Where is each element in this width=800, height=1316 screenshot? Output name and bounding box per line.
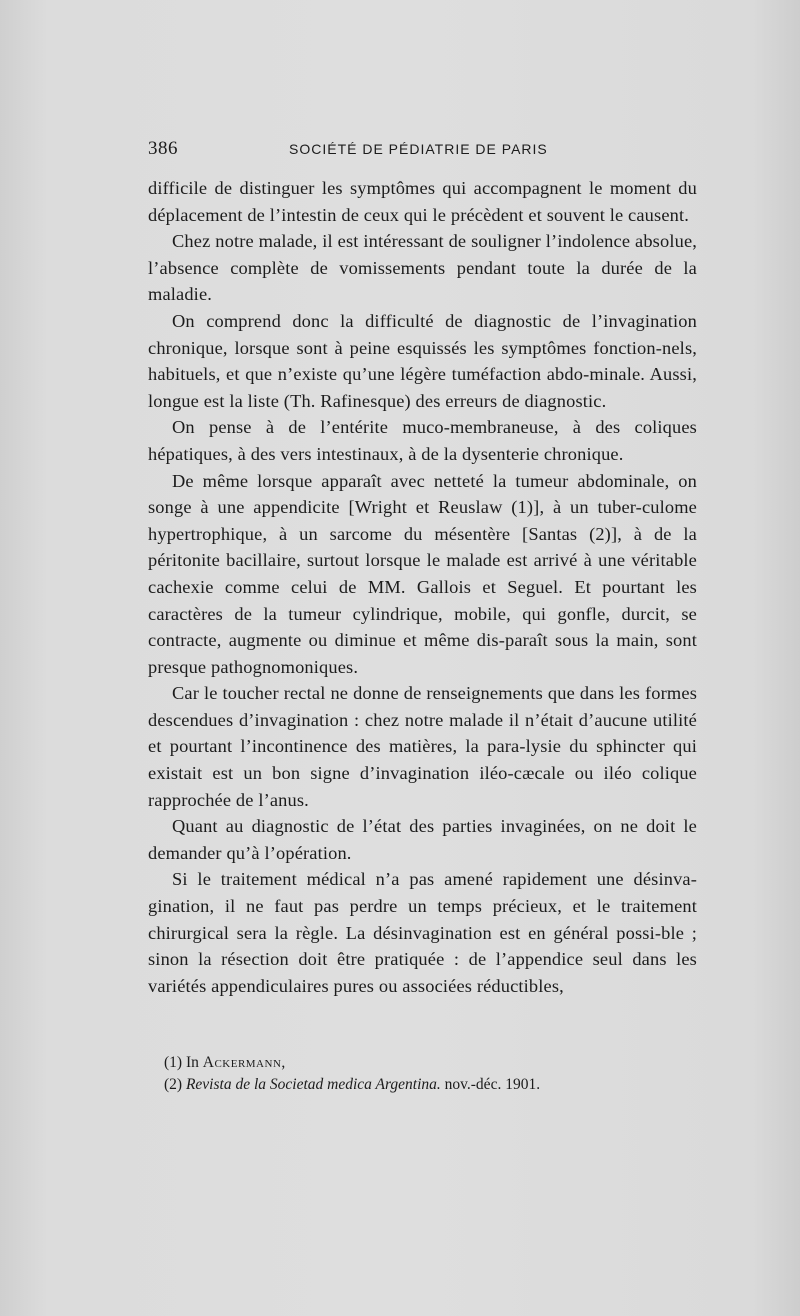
footnotes bbox=[164, 1052, 684, 1096]
paragraph-7: Quant au diagnostic de l’état des parties invaginées, on ne doit le demander qu’à l’opération. bbox=[148, 816, 697, 863]
footnote-journal-title: Revista de la Societad medica Argentina. bbox=[185, 1076, 441, 1093]
paragraph-3: On comprend donc la difficulté de diagnostic de l’invagination chronique, lorsque sont à peine esquissés les symptômes fonction-nels, habituels, et que n’existe qu’une légère tuméfaction abdo-minale. Aussi, longue est la liste (Th. Rafinesque) des erreurs de diagnostic. bbox=[148, 310, 697, 411]
footnote-marker: (2) bbox=[164, 1076, 183, 1093]
paragraph-4: On pense à de l’entérite muco-membraneuse, à des coliques hépatiques, à des vers intestinaux, à de la dysenterie chronique. bbox=[148, 417, 697, 464]
footnote-1 bbox=[164, 1052, 684, 1074]
page-number: 386 bbox=[148, 138, 178, 159]
footnote-2 bbox=[164, 1074, 684, 1096]
paragraph-6: Car le toucher rectal ne donne de renseignements que dans les formes descendues d’invagination : chez notre malade il n’était d’aucune utilité et pourtant l’incontinence des matières, la para-lysie du sphincter qui existait est un bon signe d’invagination iléo-cæcale ou iléo colique rapprochée de l’anus. bbox=[148, 683, 697, 810]
running-title: SOCIÉTÉ DE PÉDIATRIE DE PARIS bbox=[289, 141, 548, 157]
paragraph-1: difficile de distinguer les symptômes qui accompagnent le moment du déplacement de l’intestin de ceux qui le précèdent et souvent le causent. bbox=[148, 178, 697, 225]
paragraph-8: Si le traitement médical n’a pas amené rapidement une désinva-gination, il ne faut pas perdre un temps précieux, et le traitement chirurgical sera la règle. La désinvagination est en général possi-ble ; sinon la résection doit être pratiquée : de l’appendice seul dans les variétés appendiculaires pures ou associées réductibles, bbox=[148, 869, 697, 996]
footnote-prefix: In bbox=[185, 1054, 199, 1071]
paragraph-5: De même lorsque apparaît avec netteté la tumeur abdominale, on songe à une appendicite [Wright et Reuslaw (1)], à un tuber-culome hypertrophique, à un sarcome du mésentère [Santas (2)], à de la péritonite bacillaire, surtout lorsque le malade est arrivé à une véritable cachexie comme celui de MM. Gallois et Seguel. Et pourtant les caractères de la tumeur cylindrique, mobile, qui gonfle, durcit, se contracte, augmente ou diminue et même dis-paraît sous la main, sont presque pathognomoniques. bbox=[148, 470, 697, 677]
footnote-date: nov.-déc. 1901. bbox=[444, 1076, 541, 1093]
paragraph-2: Chez notre malade, il est intéressant de souligner l’indolence absolue, l’absence complète de vomissements pendant toute la durée de la maladie. bbox=[148, 231, 697, 305]
footnote-author: Ackermann, bbox=[202, 1054, 286, 1071]
body-text bbox=[148, 175, 697, 999]
footnote-marker: (1) bbox=[164, 1054, 183, 1071]
page-header bbox=[148, 138, 698, 164]
